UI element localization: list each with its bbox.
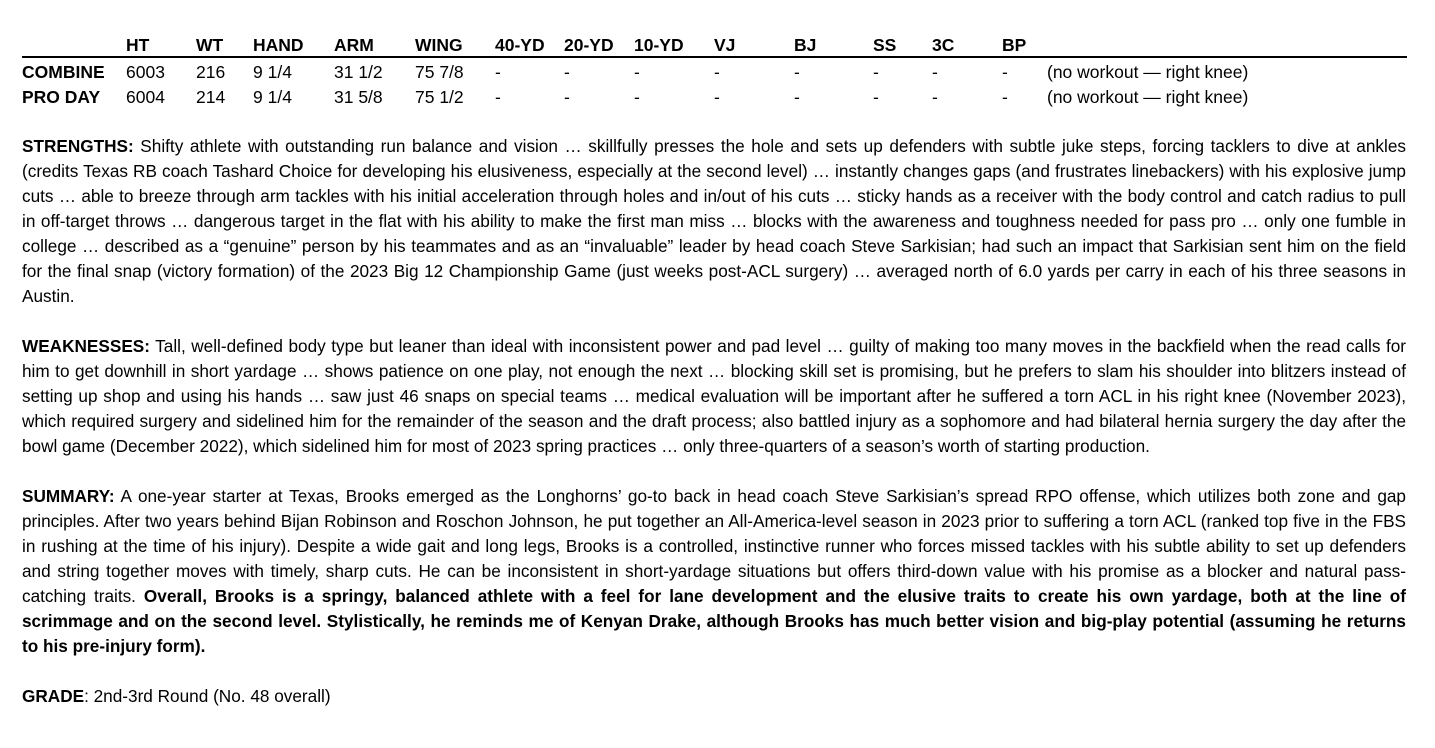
col-header-3c: 3C (932, 34, 1002, 57)
col-header-ht: HT (126, 34, 196, 57)
cell-vj: - (714, 62, 720, 82)
col-header-hand: HAND (253, 34, 334, 57)
cell-ht: 6003 (126, 62, 165, 82)
col-header-wing: WING (415, 34, 495, 57)
cell-20yd: - (564, 62, 570, 82)
measurables-row-combine (22, 57, 1407, 83)
cell-10yd: - (634, 87, 640, 107)
summary-text: A one-year starter at Texas, Brooks emerged as the Longhorns’ go-to back in head coach Steve Sarkisian’s spread RPO offense, which utilizes both zone and gap principles. After two years behind Bijan Robinson and Roschon Johnson, he put together an All-America-level season in 2023 prior to suffering a torn ACL (ranked top five in the FBS in rushing at the time of his injury). Despite a wide gait and long legs, Brooks is a controlled, instinctive runner who forces missed tackles with his subtle ability to set up defenders and string together moves with timely, sharp cuts. He can be inconsistent in short-yardage situations but offers third-down value with his promise as a blocker and natural pass-catching traits. (22, 486, 1406, 606)
summary-label: SUMMARY: (22, 486, 115, 506)
cell-40yd: - (495, 87, 501, 107)
cell-hand: 9 1/4 (253, 62, 292, 82)
cell-40yd: - (495, 62, 501, 82)
col-header-40yd: 40-YD (495, 34, 564, 57)
measurables-header-row (22, 34, 1407, 57)
cell-bp: - (1002, 87, 1008, 107)
col-header-bj: BJ (794, 34, 873, 57)
cell-vj: - (714, 87, 720, 107)
cell-3c: - (932, 87, 938, 107)
strengths-label: STRENGTHS: (22, 136, 134, 156)
cell-bp: - (1002, 62, 1008, 82)
cell-note: (no workout — right knee) (1047, 87, 1249, 107)
grade-text: : 2nd-3rd Round (No. 48 overall) (84, 686, 331, 706)
weaknesses-section (22, 334, 1406, 459)
col-header-arm: ARM (334, 34, 415, 57)
col-header-bp: BP (1002, 34, 1047, 57)
report-body (22, 134, 1406, 709)
weaknesses-label: WEAKNESSES: (22, 336, 150, 356)
row-label: COMBINE (22, 62, 105, 82)
row-label: PRO DAY (22, 87, 101, 107)
measurables-row-pro-day (22, 83, 1407, 108)
cell-wt: 214 (196, 87, 226, 107)
col-header-blank (22, 34, 126, 57)
strengths-section (22, 134, 1406, 309)
summary-section (22, 484, 1406, 659)
col-header-ss: SS (873, 34, 932, 57)
strengths-text: Shifty athlete with outstanding run balance and vision … skillfully presses the hole and sets up defenders with subtle juke steps, forcing tacklers to dive at ankles (credits Texas RB coach Tashard Choice for developing his elusiveness, especially at the second level) … instantly changes gaps (and frustrates linebackers) with his explosive jump cuts … able to breeze through arm tackles with his initial acceleration through holes and in/out of his cuts … sticky hands as a receiver with the body control and catch radius to pull in off-target throws … dangerous target in the flat with his ability to make the first man miss … blocks with the awareness and toughness needed for pass pro … only one fumble in college … described as a “genuine” person by his teammates and as an “invaluable” leader by head coach Steve Sarkisian; had such an impact that Sarkisian sent him on the field for the final snap (victory formation) of the 2023 Big 12 Championship Game (just weeks post-ACL surgery) … averaged north of 6.0 yards per carry in each of his three seasons in Austin. (22, 136, 1406, 306)
measurables-table (22, 34, 1407, 108)
col-header-10yd: 10-YD (634, 34, 714, 57)
col-header-note (1047, 34, 1407, 57)
cell-20yd: - (564, 87, 570, 107)
grade-label: GRADE (22, 686, 85, 706)
col-header-20yd: 20-YD (564, 34, 634, 57)
cell-ht: 6004 (126, 87, 165, 107)
cell-wing: 75 7/8 (415, 62, 464, 82)
col-header-wt: WT (196, 34, 253, 57)
cell-wt: 216 (196, 62, 226, 82)
cell-ss: - (873, 62, 879, 82)
cell-10yd: - (634, 62, 640, 82)
cell-bj: - (794, 87, 800, 107)
cell-note: (no workout — right knee) (1047, 62, 1249, 82)
col-header-vj: VJ (714, 34, 794, 57)
cell-arm: 31 1/2 (334, 62, 383, 82)
weaknesses-text: Tall, well-defined body type but leaner than ideal with inconsistent power and pad level … guilty of making too many moves in the backfield when the read calls for him to get downhill in short yardage … shows patience on one play, not enough the next … blocking skill set is promising, but he prefers to slam his shoulder into blitzers instead of setting up shop and using his hands … saw just 46 snaps on special teams … medical evaluation will be important after he suffered a torn ACL in his right knee (November 2023), which required surgery and sidelined him for the remainder of the season and the draft process; also battled injury as a sophomore and had bilateral hernia surgery the day after the bowl game (December 2022), which sidelined him for most of 2023 spring practices … only three-quarters of a season’s worth of starting production. (22, 336, 1406, 456)
cell-ss: - (873, 87, 879, 107)
cell-3c: - (932, 62, 938, 82)
cell-hand: 9 1/4 (253, 87, 292, 107)
grade-section (22, 684, 1406, 709)
cell-arm: 31 5/8 (334, 87, 383, 107)
cell-bj: - (794, 62, 800, 82)
cell-wing: 75 1/2 (415, 87, 464, 107)
summary-bold-text: Overall, Brooks is a springy, balanced athlete with a feel for lane development and the elusive traits to create his own yardage, both at the line of scrimmage and on the second level. Stylistically, he reminds me of Kenyan Drake, although Brooks has much better vision and big-play potential (assuming he returns to his pre-injury form). (22, 586, 1407, 656)
